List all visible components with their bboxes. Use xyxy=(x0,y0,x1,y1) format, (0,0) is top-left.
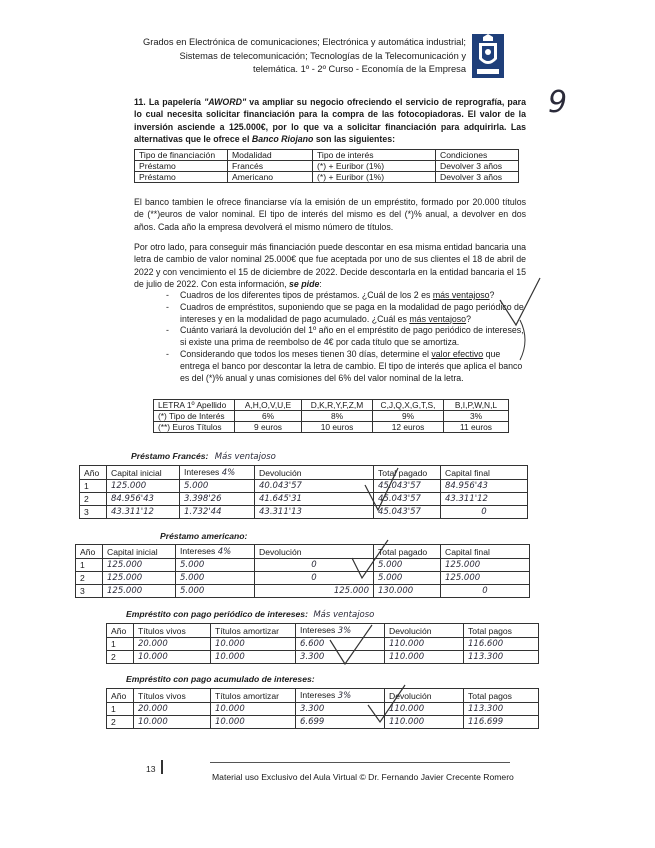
cell: 116.699 xyxy=(464,716,539,729)
question-underline: valor efectivo xyxy=(431,348,484,359)
question-underline: más ventajoso xyxy=(409,313,467,324)
col-header: Total pagos xyxy=(464,689,539,703)
col-header: Año xyxy=(76,545,103,559)
cell: 10.000 xyxy=(134,651,211,664)
question-text: Cuadros de los diferentes tipos de préstamos. ¿Cuál de los 2 es xyxy=(180,290,433,300)
col-header: Total pagado xyxy=(374,545,441,559)
col-header: Capital final xyxy=(441,545,530,559)
bill-paragraph xyxy=(134,241,526,290)
letter-cell: C,J,Q,X,G,T,S, xyxy=(373,400,444,411)
col-header xyxy=(296,689,385,703)
letter-cell: A,H,O,V,U,E xyxy=(235,400,302,411)
col-header: Capital final xyxy=(441,466,528,480)
cell: 5.000 xyxy=(176,572,255,585)
col-header: Capital inicial xyxy=(107,466,180,480)
cell: 0 xyxy=(441,585,530,598)
cell: 125.000 xyxy=(103,585,176,598)
table-row xyxy=(80,493,528,506)
loan-header-cell: Modalidad xyxy=(228,150,313,161)
cell: 2 xyxy=(107,716,134,729)
header-line-3: telemática. 1º - 2º Curso - Economía de la Empresa xyxy=(253,64,466,75)
intro-text: va ampliar su negocio ofreciendo el servicio de reprografía, para lo cual necesita solicitar financiación para la compra de las fotocopiadoras. El valor de la inversión asciende a 125.000€, por lo que va a solicitar financiación para adquirirla. Las alternativas que le ofrece el xyxy=(134,97,526,144)
list-item xyxy=(166,290,526,302)
col-header: Devolución xyxy=(385,624,464,638)
cell: 45.043'57 xyxy=(374,493,441,506)
col-header: Año xyxy=(107,689,134,703)
footer-line xyxy=(210,762,510,763)
periodico-table xyxy=(106,623,539,664)
bond-paragraph: El banco tambien le ofrece financiarse vía la emisión de un empréstito, formado por 20.000 títulos de (**)euros de valor nominal. El tipo de interés del mismo es del (*)% anual, a devolver en dos años. Cada año la empresa devolverá el mismo número de títulos. xyxy=(134,197,526,232)
cell: 110.000 xyxy=(385,638,464,651)
list-item xyxy=(166,349,526,384)
list-item xyxy=(166,302,526,326)
letter-cell: B,I,P,W,N,L xyxy=(444,400,509,411)
rate-note: 4% xyxy=(221,468,236,478)
footer-divider xyxy=(161,760,163,774)
loan-cell: (*) + Euribor (1%) xyxy=(313,161,436,172)
cell: 20.000 xyxy=(134,703,211,716)
acumulado-title: Empréstito con pago acumulado de intereses: xyxy=(126,674,315,684)
periodico-title xyxy=(126,609,374,620)
question-text: Cuánto variará la devolución del 1º año en el empréstito de pago periódico de intereses, si existe una prima de reembolso de 4€ por cada título que se amortiza. xyxy=(180,325,524,348)
letter-cell: D,K,R,Y,F,Z,M xyxy=(302,400,373,411)
letter-cell: LETRA 1º Apellido xyxy=(154,400,235,411)
col-header-text: Intereses xyxy=(300,690,336,700)
university-crest-icon xyxy=(471,33,505,79)
rate-note: 4% xyxy=(217,547,232,557)
col-header: Capital inicial xyxy=(103,545,176,559)
cell: 43.311'13 xyxy=(255,506,374,519)
header-line-2: Sistemas de telecomunicación; Tecnologías de la Telecomunicación y xyxy=(179,50,466,61)
cell: 10.000 xyxy=(211,651,296,664)
frances-title-text: Préstamo Francés: xyxy=(131,451,209,461)
cell: 125.000 xyxy=(103,559,176,572)
col-header: Total pagado xyxy=(374,466,441,480)
rate-note: 3% xyxy=(337,626,352,636)
cell: 110.000 xyxy=(385,716,464,729)
col-header: Año xyxy=(80,466,107,480)
periodico-note: Más ventajoso xyxy=(313,610,375,620)
cell: 2 xyxy=(80,493,107,506)
col-header: Total pagos xyxy=(464,624,539,638)
letter-cell: 3% xyxy=(444,411,509,422)
question-underline: más ventajoso xyxy=(432,290,490,300)
col-header: Títulos amortizar xyxy=(211,624,296,638)
table-row xyxy=(107,703,539,716)
col-header: Año xyxy=(107,624,134,638)
cell: 3 xyxy=(76,585,103,598)
cell: 6.699 xyxy=(296,716,385,729)
cell: 3.300 xyxy=(296,703,385,716)
cell: 1 xyxy=(107,638,134,651)
cell: 6.600 xyxy=(296,638,385,651)
table-row xyxy=(76,559,530,572)
letter-cell: 8% xyxy=(302,411,373,422)
loan-header-cell: Condiciones xyxy=(436,150,519,161)
cell: 110.000 xyxy=(385,703,464,716)
cell: 45.043'57 xyxy=(374,506,441,519)
letter-cell: 6% xyxy=(235,411,302,422)
cell: 84.956'43 xyxy=(441,480,528,493)
letter-cell: 9% xyxy=(373,411,444,422)
list-item xyxy=(166,325,526,349)
frances-table xyxy=(79,465,528,519)
cell: 125.000 xyxy=(255,585,374,598)
cell: 10.000 xyxy=(134,716,211,729)
cell: 116.600 xyxy=(464,638,539,651)
americano-table xyxy=(75,544,530,598)
cell: 5.000 xyxy=(374,572,441,585)
grade-mark: 9 xyxy=(548,85,568,120)
bank-name: Banco Riojano xyxy=(251,133,314,144)
footer-text: Material uso Exclusivo del Aula Virtual © Dr. Fernando Javier Crecente Romero xyxy=(212,772,514,782)
cell: 0 xyxy=(255,559,374,572)
cell: 45.043'57 xyxy=(374,480,441,493)
cell: 0 xyxy=(255,572,374,585)
surname-letter-table xyxy=(153,399,509,433)
table-row xyxy=(80,506,528,519)
page-number: 13 xyxy=(146,764,156,774)
cell: 10.000 xyxy=(211,638,296,651)
americano-title: Préstamo americano: xyxy=(160,531,248,541)
letter-cell: 12 euros xyxy=(373,422,444,433)
loan-cell: Préstamo xyxy=(135,161,228,172)
cell: 113.300 xyxy=(464,703,539,716)
col-header: Títulos amortizar xyxy=(211,689,296,703)
question-text: Considerando que todos los meses tienen 30 días, determine el xyxy=(180,348,432,359)
cell: 125.000 xyxy=(107,480,180,493)
table-row xyxy=(80,480,528,493)
questions-list xyxy=(166,290,526,384)
cell: 40.043'57 xyxy=(255,480,374,493)
frances-title xyxy=(131,451,276,462)
rate-note: 3% xyxy=(337,691,352,701)
cell: 1 xyxy=(76,559,103,572)
col-header xyxy=(176,545,255,559)
col-header: Devolución xyxy=(255,466,374,480)
cell: 0 xyxy=(441,506,528,519)
cell: 3.300 xyxy=(296,651,385,664)
cell: 5.000 xyxy=(374,559,441,572)
cell: 113.300 xyxy=(464,651,539,664)
cell: 2 xyxy=(76,572,103,585)
cell: 5.000 xyxy=(176,559,255,572)
cell: 2 xyxy=(107,651,134,664)
cell: 5.000 xyxy=(176,585,255,598)
col-header: Títulos vivos xyxy=(134,624,211,638)
letter-cell: (*) Tipo de Interés xyxy=(154,411,235,422)
question-end: que entrega el banco por descontar la letra de cambio. El tipo de interés que aplica el banco es del (*)% anual y unas comisiones del 6% del valor nominal de la letra. xyxy=(180,348,523,383)
question-end: ? xyxy=(489,290,495,300)
bill-text-end: : xyxy=(319,278,322,289)
loan-cell: Francés xyxy=(228,161,313,172)
loan-cell: Americano xyxy=(228,172,313,183)
company-name: "AWORD" xyxy=(204,97,247,107)
table-row xyxy=(76,585,530,598)
loan-cell: Devolver 3 años xyxy=(436,172,519,183)
col-header-text: Intereses xyxy=(180,546,216,556)
cell: 3 xyxy=(80,506,107,519)
cell: 110.000 xyxy=(385,651,464,664)
cell: 3.398'26 xyxy=(180,493,255,506)
table-row xyxy=(107,716,539,729)
letter-cell: 11 euros xyxy=(444,422,509,433)
cell: 125.000 xyxy=(103,572,176,585)
cell: 43.311'12 xyxy=(107,506,180,519)
cell: 20.000 xyxy=(134,638,211,651)
loan-cell: Préstamo xyxy=(135,172,228,183)
letter-cell: (**) Euros Títulos xyxy=(154,422,235,433)
bill-text: Por otro lado, para conseguir más financiación puede descontar en esa misma entidad bancaria una letra de cambio de valor nominal 25.000€ que fue aceptada por uno de sus clientes el 18 de abril de 2022 y con vencimiento el 15 de diciembre de 2022. Decide descontarla en la entidad bancaria el 15 de julio de 2022. Con esta información, xyxy=(134,242,526,289)
cell: 43.311'12 xyxy=(441,493,528,506)
frances-note: Más ventajoso xyxy=(214,452,276,462)
table-row xyxy=(107,651,539,664)
cell: 10.000 xyxy=(211,703,296,716)
page-header xyxy=(126,36,466,77)
cell: 1 xyxy=(107,703,134,716)
cell: 1 xyxy=(80,480,107,493)
table-row xyxy=(107,638,539,651)
cell: 125.000 xyxy=(441,559,530,572)
financing-table xyxy=(134,149,519,183)
col-header xyxy=(296,624,385,638)
periodico-title-text: Empréstito con pago periódico de intereses: xyxy=(126,609,308,619)
cell: 10.000 xyxy=(211,716,296,729)
cell: 1.732'44 xyxy=(180,506,255,519)
acumulado-table xyxy=(106,688,539,729)
loan-header-cell: Tipo de financiación xyxy=(135,150,228,161)
question-end: ? xyxy=(466,313,471,324)
cell: 130.000 xyxy=(374,585,441,598)
question-text: Cuadros de empréstitos, suponiendo que se paga en la modalidad de pago periódico de intereses y en la modalidad de pago acumulado. ¿Cuál es xyxy=(180,301,524,324)
cell: 5.000 xyxy=(180,480,255,493)
letter-cell: 9 euros xyxy=(235,422,302,433)
header-line-1: Grados en Electrónica de comunicaciones; Electrónica y automática industrial; xyxy=(143,37,466,47)
col-header xyxy=(180,466,255,480)
col-header: Devolución xyxy=(255,545,374,559)
loan-cell: (*) + Euribor (1%) xyxy=(313,172,436,183)
table-row xyxy=(76,572,530,585)
cell: 84.956'43 xyxy=(107,493,180,506)
problem-intro xyxy=(134,96,526,145)
intro-end: son las siguientes: xyxy=(313,133,396,144)
col-header: Devolución xyxy=(385,689,464,703)
cell: 125.000 xyxy=(441,572,530,585)
col-header-text: Intereses xyxy=(300,625,336,635)
col-header-text: Intereses xyxy=(184,467,220,477)
loan-header-cell: Tipo de interés xyxy=(313,150,436,161)
letter-cell: 10 euros xyxy=(302,422,373,433)
cell: 41.645'31 xyxy=(255,493,374,506)
se-pide: se pide xyxy=(289,278,320,289)
loan-cell: Devolver 3 años xyxy=(436,161,519,172)
col-header: Títulos vivos xyxy=(134,689,211,703)
problem-number: 11. La papelería xyxy=(134,97,205,107)
